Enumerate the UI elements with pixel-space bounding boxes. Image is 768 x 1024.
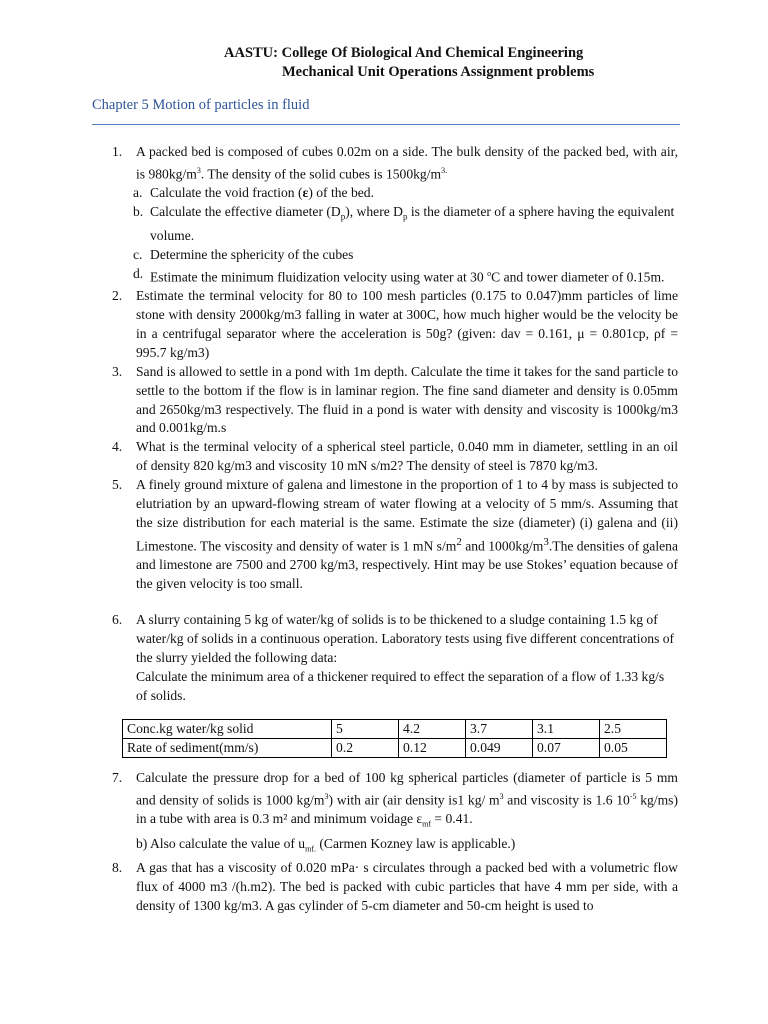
problem-1 — [112, 143, 678, 184]
table-row — [123, 738, 667, 757]
problem-7-part-b — [136, 835, 678, 860]
problem-text: .The densities of galena and limestone are 7500 and 2700 kg/m3, respectively. Hint may be use Stokes’ equation because of the given velocity is too small. — [136, 538, 678, 592]
table-cell: 0.049 — [466, 738, 533, 757]
problem-number: 4. — [112, 439, 123, 455]
epsilon-symbol: ε — [302, 185, 309, 201]
problem-4 — [112, 438, 678, 476]
sediment-table-wrapper — [122, 719, 678, 758]
problem-text: Sand is allowed to settle in a pond with 1m depth. Calculate the time it takes for the sand particle to settle to the bottom if the flow is in laminar region. The fine sand diameter and density is 0.05mm and 2650kg/m3 respectively. The fluid in a pond is water with density and viscosity is 1000kg/m3 and 0.001kg/m.s — [136, 363, 678, 436]
problem-text: Calculate the minimum area of a thickener required to effect the separation of a flow of 1.33 kg/s of solids. — [136, 668, 665, 703]
table-cell: 0.2 — [332, 738, 399, 757]
superscript: 3 — [499, 791, 504, 801]
problem-text: kg/ms) in a tube with area is 0.3 m² and minimum voidage ε — [136, 792, 678, 827]
problem-text: A packed bed is composed of cubes 0.02m on a side. The bulk density of the packed bed, with air, is 980kg/m — [136, 144, 678, 182]
part-text: ) of the bed. — [308, 185, 374, 201]
superscript: 3. — [441, 165, 448, 175]
problem-text: A gas that has a viscosity of 0.020 mPa· s circulates through a packed bed with a volumetric flow flux of 4000 m3 /(h.m2). The bed is packed with cubic particles that have 4 mm per side, with a density of 1300 kg/m3. A gas cylinder of 5-cm diameter and 50-cm height is used to — [136, 860, 678, 914]
part-text: b) Also calculate the value of u — [136, 835, 306, 851]
part-label: c. — [133, 246, 143, 262]
part-text: Determine the sphericity of the cubes — [150, 246, 354, 262]
superscript: 2 — [456, 535, 462, 548]
part-text: Calculate the effective diameter (D — [150, 204, 341, 220]
problem-text: . The density of the solid cubes is 1500kg/m — [200, 166, 442, 182]
part-text: Estimate the minimum fluidization velocity using water at 30 — [150, 269, 488, 285]
header-line-1: AASTU: College Of Biological And Chemical Engineering — [224, 45, 584, 61]
problem-number: 2. — [112, 288, 123, 304]
problem-text: A finely ground mixture of galena and limestone in the proportion of 1 to 4 by mass is subjected to elutriation by an upward-flowing stream of water flowing at a velocity of 5 mm/s. Assuming that the size distribution for each material is the same. Estimate the size (diameter) (i) galena and (ii) Limestone. The viscosity and density of water is 1 mN s/m — [136, 477, 678, 554]
subscript: p — [402, 211, 408, 222]
spacer — [112, 594, 678, 611]
table-cell: 4.2 — [399, 719, 466, 738]
table-cell: Rate of sediment(mm/s) — [123, 738, 332, 757]
problem-1-part-b — [112, 203, 678, 246]
part-text: C and tower diameter of 0.15m. — [491, 269, 665, 285]
table-cell: Conc.kg water/kg solid — [123, 719, 332, 738]
problem-number: 5. — [112, 477, 123, 493]
problem-number: 7. — [112, 769, 123, 785]
part-text: (Carmen Kozney law is applicable.) — [316, 835, 516, 851]
problem-6 — [112, 611, 678, 706]
problem-text: and 1000kg/m — [461, 538, 544, 554]
table-cell: 0.12 — [399, 738, 466, 757]
problem-text: What is the terminal velocity of a spherical steel particle, 0.040 mm in diameter, settling in an oil of density 820 kg/m3 and viscosity 10 mN s/m2? The density of steel is 7870 kg/m3. — [136, 439, 678, 474]
problem-5 — [112, 476, 678, 594]
superscript: o — [487, 268, 492, 278]
problem-text: and viscosity is 1.6 10 — [503, 792, 630, 808]
superscript: 3 — [543, 535, 549, 548]
subscript: mf. — [305, 844, 316, 854]
superscript: -5 — [629, 791, 637, 801]
problem-text: ) with air (air density is1 kg/ m — [328, 792, 500, 808]
table-cell: 2.5 — [600, 719, 667, 738]
superscript: 3 — [324, 791, 329, 801]
problem-number: 6. — [112, 612, 123, 628]
part-label: b. — [133, 204, 144, 220]
problem-text: = 0.41. — [431, 811, 473, 827]
part-text: ), where D — [345, 204, 403, 220]
part-text: is the diameter of a sphere having the equivalent volume. — [150, 204, 675, 243]
table-cell: 3.1 — [533, 719, 600, 738]
problem-7 — [112, 769, 678, 860]
problem-list — [112, 143, 678, 916]
table-row — [123, 719, 667, 738]
part-label: d. — [133, 265, 144, 281]
problem-number: 8. — [112, 860, 123, 876]
sediment-data-table — [122, 719, 667, 758]
problem-number: 3. — [112, 363, 123, 379]
table-cell: 0.07 — [533, 738, 600, 757]
problem-1-part-a — [112, 184, 678, 203]
problem-1-part-d — [112, 265, 678, 287]
problem-text: A slurry containing 5 kg of water/kg of solids is to be thickened to a sludge containing 1.5 kg of water/kg of solids in a continuous operation. Laboratory tests using five different concentrations of the slurry yielded the following data: — [136, 612, 675, 665]
problem-text: Estimate the terminal velocity for 80 to 100 mesh particles (0.175 to 0.047)mm particles of lime stone with density 2000kg/m3 falling in water at 300C, how much higher would be the velocity be in a centrifugal separator where the acceleration is 50g? (given: dav = 0.161, μ = 0.801cp, ρf = 995.7 kg/m3) — [136, 288, 678, 360]
table-cell: 0.05 — [600, 738, 667, 757]
part-label: a. — [133, 185, 143, 201]
problem-1-part-c — [112, 246, 678, 265]
heading-divider — [92, 124, 680, 125]
table-cell: 3.7 — [466, 719, 533, 738]
problem-2 — [112, 287, 678, 363]
problem-text: Calculate the pressure drop for a bed of 100 kg spherical particles (diameter of particle is 5 mm and density of solids is 1000 kg/m — [136, 769, 678, 808]
subscript: mf — [422, 819, 432, 829]
problem-3 — [112, 363, 678, 439]
subscript: p — [340, 211, 346, 222]
header-line-2: Mechanical Unit Operations Assignment problems — [282, 64, 595, 80]
superscript: 3 — [196, 165, 201, 175]
table-cell: 5 — [332, 719, 399, 738]
problem-number: 1. — [112, 144, 123, 159]
part-text: Calculate the void fraction ( — [150, 185, 303, 201]
problem-8 — [112, 859, 678, 916]
chapter-heading: Chapter 5 Motion of particles in fluid — [92, 97, 310, 113]
